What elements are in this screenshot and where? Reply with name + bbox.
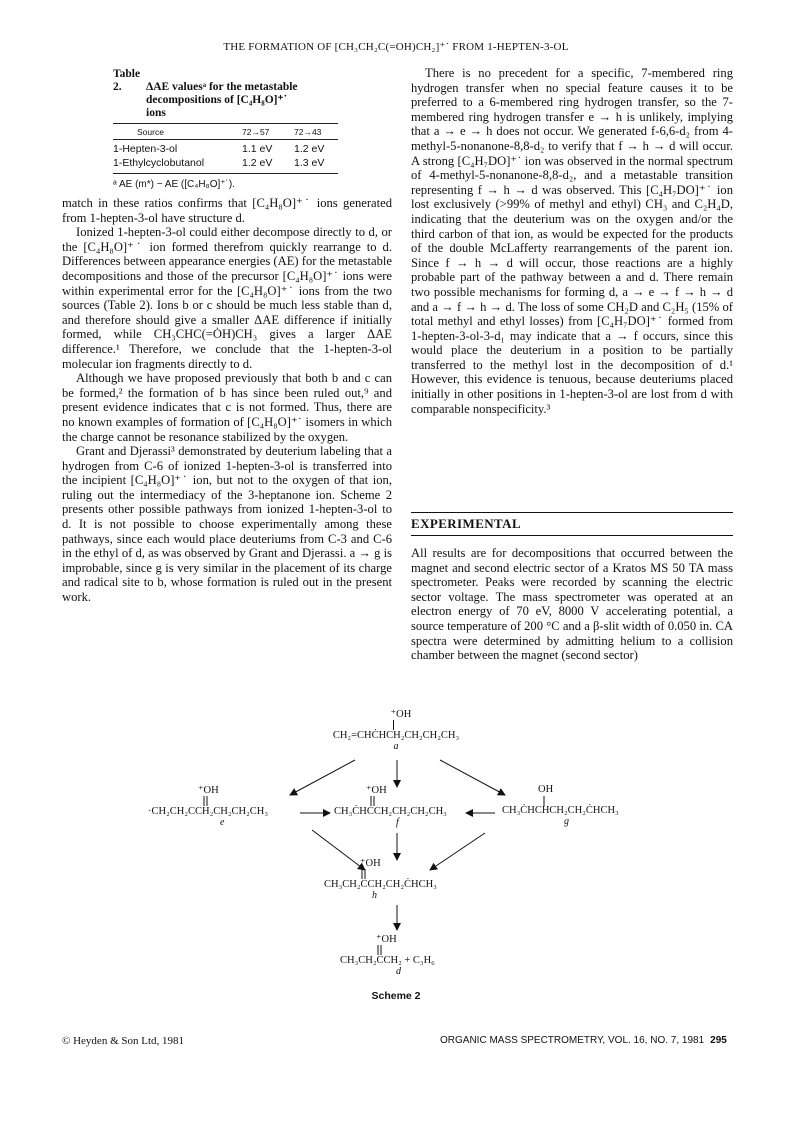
footer-journal xyxy=(440,1035,727,1046)
table-title-line2: decompositions of [C₄H₈O]⁺˙ xyxy=(146,94,288,106)
section-heading: EXPERIMENTAL xyxy=(411,512,733,536)
footer-journal-name: ORGANIC MASS SPECTROMETRY, VOL. 16, NO. 7, 1981 xyxy=(440,1035,705,1046)
structure-e-label: e xyxy=(220,817,225,828)
structure-f-label: f xyxy=(396,817,399,828)
structure-g-oh: OH xyxy=(538,784,554,795)
structure-d-label: d xyxy=(396,966,401,977)
structure-h-formula: CH₃CH₂CCH₂CH₂ĊHCH₃ xyxy=(324,879,437,890)
table-title-line1: ΔAE valuesᵃ for the metastable xyxy=(146,81,298,93)
table-title-line3: ions xyxy=(146,107,166,119)
page-number: 295 xyxy=(710,1035,727,1046)
table-cell: 1.1 eV xyxy=(242,143,273,155)
table-cell: 1-Hepten-3-ol xyxy=(113,143,178,155)
structure-a-oh: ⁺OH xyxy=(390,709,412,720)
footer-copyright: © Heyden & Son Ltd, 1981 xyxy=(62,1035,185,1047)
table-cell: 1.3 eV xyxy=(294,157,325,169)
paragraph: All results are for decompositions that occurred between the magnet and second electric sector of a Kratos MS 50 TA mass spectrometer. Peaks were recorded by scanning the electric sector voltage. The mass spectrometer was operated at an electron energy of 70 eV, 8000 V accelerating potential, a source temperature of 200 °C and a β-slit width of 0.050 in. CA spectra were determined by admitting helium to a collision chamber between the magnet (second sector) xyxy=(411,546,733,663)
paragraph: Grant and Djerassi³ demonstrated by deuterium labeling that a hydrogen from C-6 of ionized 1-hepten-3-ol is transferred into the incipient [C₄H₈O]⁺˙ ion, but not to the oxygen of that ion, ruling out the intermediacy of the 3-heptanone ion. Scheme 2 presents other possible pathways from ionized 1-hepten-3-ol to d. It is not possible to choose experimentally among these pathways, since each would place deuteriums from C-3 and C-6 in the ethyl of d, as was observed by Grant and Djerassi. a → g is improbable, since g is very similar in the placement of its charge and radical site to b, whose formation is ruled out in the present work. xyxy=(62,444,392,605)
structure-f-formula: CH₃ĊHCCH₂CH₂CH₂CH₃ xyxy=(334,806,447,817)
structure-g xyxy=(502,784,662,827)
paragraph: Although we have proposed previously that both b and c can be formed,² the formation of b has since been ruled out,⁹ and present evidence indicates that c is not formed. Thus, there are no known examples of formation of [C₄H₈O]⁺˙ isomers in which the charge cannot be resonance stabilized by the oxygen. xyxy=(62,371,392,444)
structure-g-formula: CH₃ĊHCHCH₂CH₂ĊHCH₃ xyxy=(502,805,619,816)
paragraph: Ionized 1-hepten-3-ol could either decompose directly to d, or the [C₄H₈O]⁺˙ ion formed therefrom quickly rearrange to d. Differences between appearance energies (AE) for the metastable decompositions and those of the precursor [C₄H₈O]⁺˙ ions were within experimental error for the [C₄H₈O]⁺˙ ions from the two sources (Table 2). Ions b or c should be much less stable than d, and therefore should give a smaller ΔAE difference if initially formed, while CH₃CHC(=ȮH)CH₃ gives a larger ΔAE difference.¹ Therefore, we conclude that the 1-hepten-3-ol molecular ion fragments directly to d. xyxy=(62,225,392,371)
table-footnote: ᵃ AE (m*) − AE ([C₄H₈O]⁺˙). xyxy=(113,179,235,190)
structure-h xyxy=(324,857,484,901)
structure-h-oh: ⁺OH xyxy=(360,858,381,869)
table-label: Table 2. xyxy=(113,68,141,93)
structure-g-label: g xyxy=(564,816,569,827)
structure-f-oh: ⁺OH xyxy=(366,785,387,796)
running-head: THE FORMATION OF [CH₃CH₂C(=OH)CH₂]⁺˙ FROM 1-HEPTEN-3-OL xyxy=(223,41,569,53)
structure-d xyxy=(340,933,480,977)
table-header-72-57: 72→57 xyxy=(242,127,270,137)
structure-f xyxy=(334,784,474,828)
structure-h-label: h xyxy=(372,890,377,901)
table-header-source: Source xyxy=(137,127,164,137)
table-cell: 1.2 eV xyxy=(242,157,273,169)
paragraph: match in these ratios confirms that [C₄H₈O]⁺˙ ions generated from 1-hepten-3-ol have structure d. xyxy=(62,196,392,225)
structure-a-formula: CH₂=CHĊHCH₂CH₂CH₂CH₃ xyxy=(332,730,460,741)
structure-e-oh: ⁺OH xyxy=(198,785,219,796)
structure-e-formula: ·CH₂CH₂CCH₂CH₂CH₂CH₃ xyxy=(148,806,268,817)
table-cell: 1-Ethylcyclobutanol xyxy=(113,157,205,169)
table-header-72-43: 72→43 xyxy=(294,127,322,137)
paragraph: There is no precedent for a specific, 7-membered ring hydrogen transfer when no special feature causes it to be preferred to a 6-membered ring hydrogen transfer, so the 7-membered ring hydrogen transfer e → h is unlikely, implying that a → e → h does not occur. We generated f-6,6-d₂ from 4-methyl-5-nonanone-8,8-d₂ to verify that f → h → d will occur. A strong [C₄H₇DO]⁺˙ ion was observed in the normal spectrum of 4-methyl-5-nonanone-8,8-d₂, and a metastable transition representing f → h → d was observed. This [C₄H₇DO]⁺˙ ion lost exclusively (>99% of methyl and ethyl) CH₃ and C₂H₄D, indicating that the deuterium was on the oxygen and/or the third carbon of that ion, as would be expected for the products of the double McLafferty rearrangements of the parent ion. Since f → h → d will occur, those reactions are a highly probable part of the pathway between a and d. There remain two possible mechanisms for forming d, a → e → f → h → d and a → f → h → d. The loss of some CH₂D and C₂H₅ (15% of total methyl and ethyl losses) from [C₄H₇DO]⁺˙ formed from 1-hepten-3-ol-3-d₁ may indicate that a → f occurs, since this would place the deuterium in a position to be partially transferred to the methyl lost in the decomposition of d.¹ However, this evidence is tenuous, because deuteriums placed initially in other positions in 1-hepten-3-ol are lost from d with comparable nonspecificity.³ xyxy=(411,66,733,416)
structure-d-oh: ⁺OH xyxy=(376,934,397,945)
table-cell: 1.2 eV xyxy=(294,143,325,155)
scheme-caption: Scheme 2 xyxy=(371,990,421,1002)
structure-d-formula: CH₃CH₂CCH₂ + C₃H₆ xyxy=(340,955,435,966)
structure-e xyxy=(100,784,310,828)
structure-a-label: a xyxy=(393,741,399,752)
